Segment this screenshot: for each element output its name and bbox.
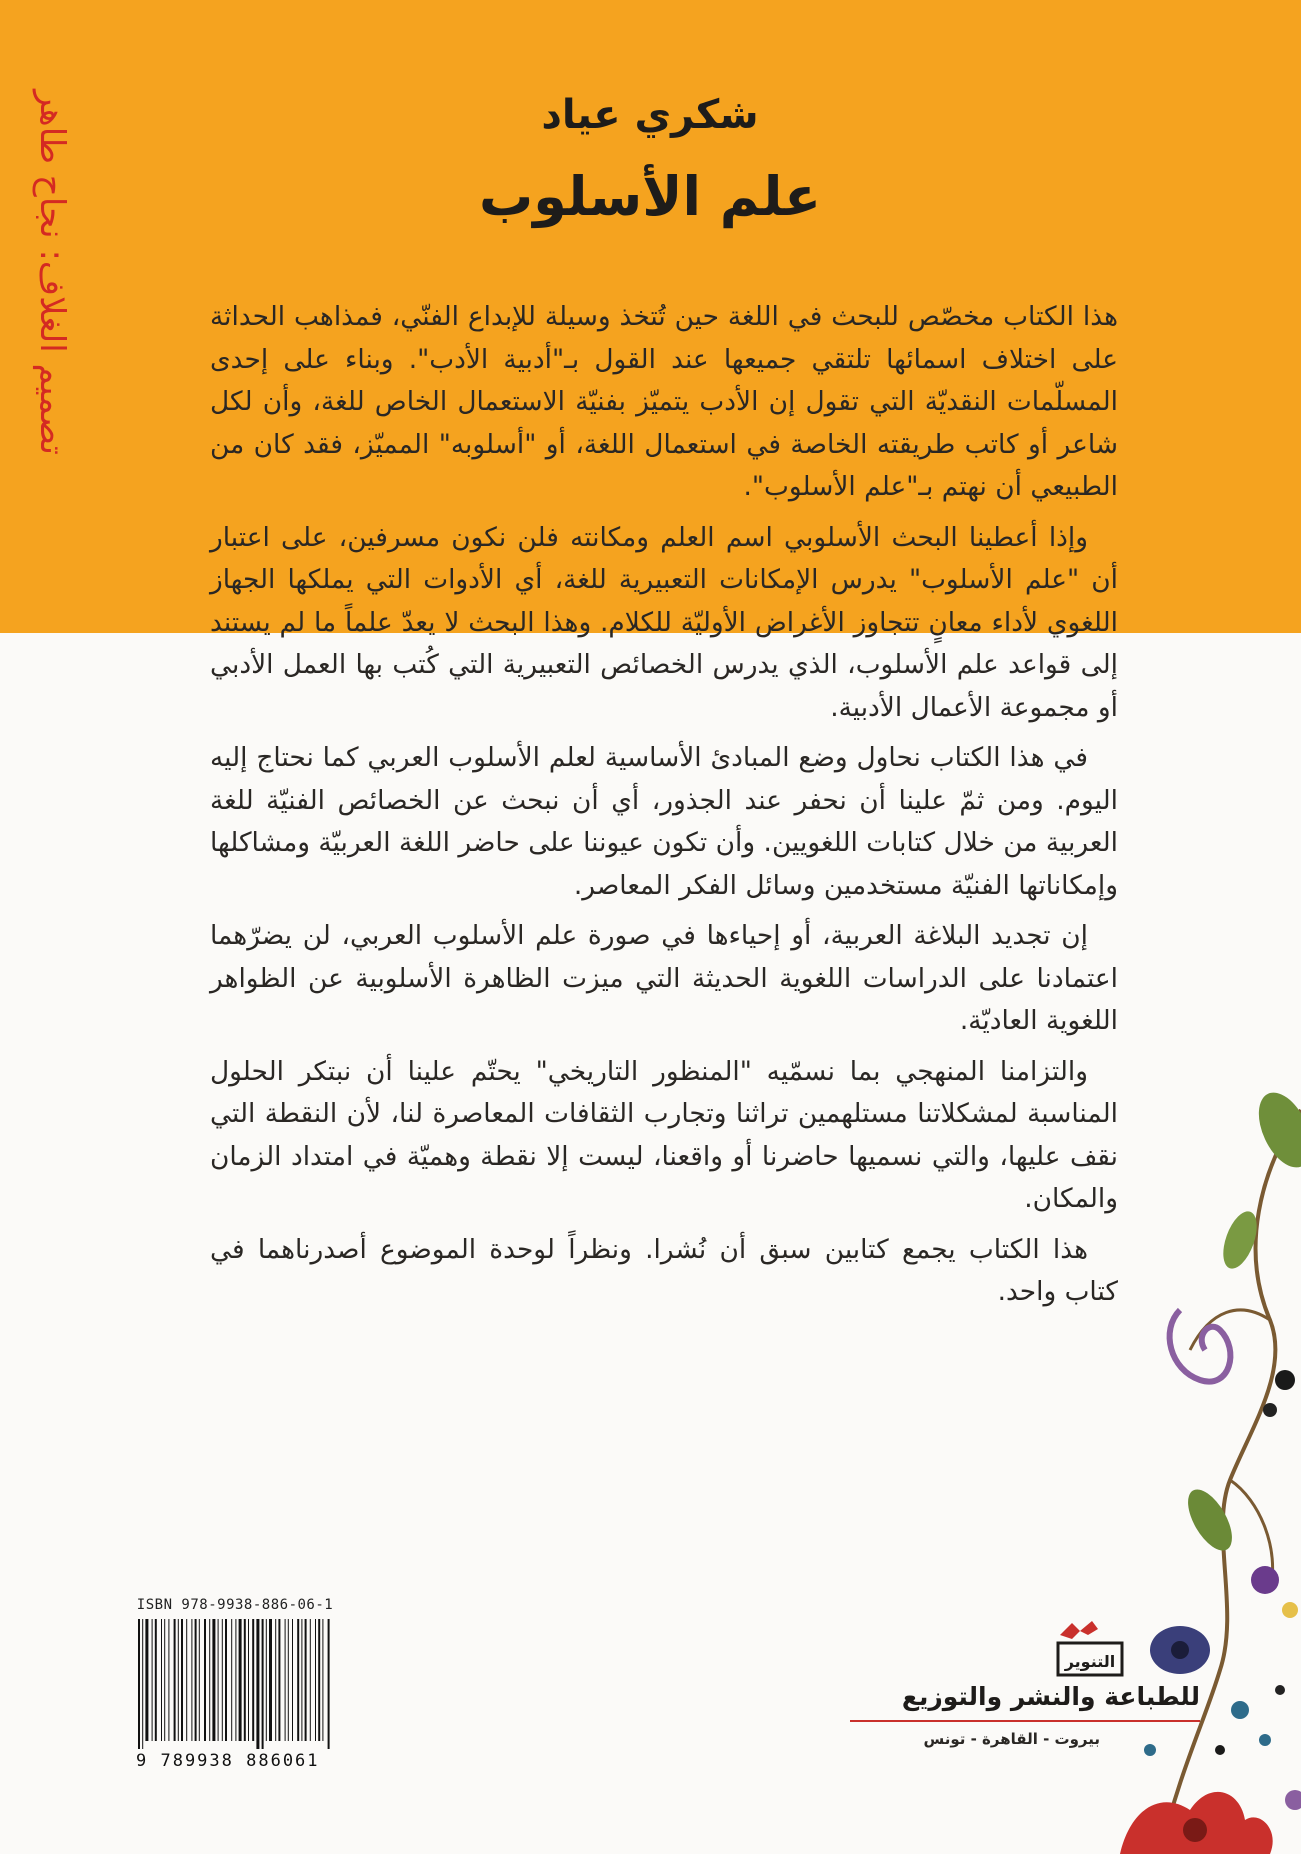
- barcode-bar: [181, 1619, 183, 1741]
- blurb-paragraph-3: في هذا الكتاب نحاول وضع المبادئ الأساسية لعلم الأسلوب العربي كما نحتاج إليه اليوم. ومن ثمّ علينا أن نحفر عند الجذور، أي أن نبحث عن الخصائص الفنيّة للغة العربية من خلال كتابات اللغويين. وأن تكون عيوننا على حاضر اللغة العربيّة ومشاكلها وإمكاناتها الفنيّة مستخدمين وسائل الفكر المعاصر.: [210, 742, 1118, 901]
- publisher-name: للطباعة والنشر والتوزيع: [901, 1682, 1200, 1711]
- barcode-bar: [235, 1619, 236, 1741]
- barcode-bar: [178, 1619, 179, 1741]
- barcode-bar: [248, 1619, 249, 1741]
- cover-design-credit: تصميم الغلاف: نجاح طاهر: [32, 90, 72, 455]
- barcode-bar: [285, 1619, 286, 1741]
- barcode-digits: 9 789938 886061: [136, 1751, 320, 1771]
- barcode-bar: [168, 1619, 169, 1741]
- publisher-logo-text: التنوير: [1064, 1652, 1116, 1671]
- barcode-bar: [209, 1619, 210, 1741]
- barcode-bar: [256, 1619, 259, 1749]
- barcode-bar: [204, 1619, 206, 1741]
- barcode-bar: [315, 1619, 316, 1741]
- barcode-bar: [301, 1619, 302, 1741]
- blurb-text: [210, 296, 1118, 1322]
- barcode-bar: [292, 1619, 293, 1741]
- barcode-bar: [239, 1619, 242, 1741]
- barcode-bar: [152, 1619, 153, 1741]
- barcode-bar: [222, 1619, 223, 1741]
- barcode-bar: [266, 1619, 267, 1741]
- publisher-logo: [1050, 1615, 1130, 1685]
- barcode-bar: [191, 1619, 192, 1741]
- barcode-bar: [231, 1619, 232, 1741]
- barcode-bar: [328, 1619, 330, 1749]
- barcode-bar: [275, 1619, 276, 1741]
- blurb-paragraph-1: هذا الكتاب مخصّص للبحث في اللغة حين تُتخذ وسيلة للإبداع الفنّي، فمذاهب الحداثة على اختلاف اسمائها تلتقي جميعها عند القول بـ"أدبية الأدب". وبناء على إحدى المسلّمات النقديّة التي تقول إن الأدب يتميّز بفنيّة الاستعمال الخاص للغة، وأن لكل شاعر أو كاتب طريقته الخاصة في استعمال اللغة، أو "أسلوبه" المميّز، فقد كان من الطبيعي أن نهتم بـ"علم الأسلوب".: [210, 301, 1118, 502]
- barcode-bar: [174, 1619, 176, 1741]
- barcode-bar: [145, 1619, 148, 1741]
- barcode-bar: [318, 1619, 320, 1741]
- isbn-label: ISBN 978-9938-886-06-1: [136, 1597, 334, 1613]
- isbn-barcode: [136, 1597, 334, 1771]
- barcode-bar: [199, 1619, 200, 1741]
- barcode-bar: [244, 1619, 246, 1741]
- blurb-paragraph-5: والتزامنا المنهجي بما نسمّيه "المنظور التاريخي" يحتّم علينا أن نبتكر الحلول المناسبة لمشكلاتنا مستلهمين تراثنا وتجارب الثقافات المعاصرة لنا، لأن النقطة التي نقف عليها، والتي نسميها حاضرنا أو واقعنا، ليست إلا نقطة وهميّة في امتداد الزمان والمكان.: [210, 1055, 1118, 1214]
- barcode-bar: [225, 1619, 227, 1741]
- barcode-bar: [322, 1619, 323, 1741]
- barcode-bar: [218, 1619, 219, 1741]
- barcode-bar: [278, 1619, 280, 1741]
- barcode-bar: [142, 1619, 143, 1749]
- barcode-bar: [155, 1619, 157, 1741]
- blurb-paragraph-4: إن تجديد البلاغة العربية، أو إحياءها في صورة علم الأسلوب العربي، لن يضرّهما اعتمادنا على الدراسات اللغوية الحديثة التي ميزت الظاهرة الأسلوبية عن الظواهر اللغوية العاديّة.: [210, 920, 1118, 1036]
- barcode-bar: [252, 1619, 254, 1741]
- barcode-bar: [186, 1619, 187, 1741]
- barcode-bar: [269, 1619, 272, 1741]
- barcode-bar: [161, 1619, 162, 1741]
- barcode-bar: [297, 1619, 299, 1741]
- barcode-bar: [164, 1619, 165, 1741]
- author-name: شكري عياد: [541, 92, 759, 138]
- blurb-paragraph-6: هذا الكتاب يجمع كتابين سبق أن نُشرا. ونظراً لوحدة الموضوع أصدرناهما في كتاب واحد.: [210, 1233, 1118, 1307]
- blurb-paragraph-2: وإذا أعطينا البحث الأسلوبي اسم العلم ومكانته فلن نكون مسرفين، على اعتبار أن "علم الأسلوب" يدرس الإمكانات التعبيرية للغة، أي الأدوات التي يملكها الجهاز اللغوي لأداء معانٍ تتجاوز الأغراض الأوليّة للكلام. وهذا البحث لا يعدّ علماً ما لم يستند إلى قواعد علم الأسلوب، الذي يدرس الخصائص التعبيرية التي كُتب بها العمل الأدبي أو مجموعة الأعمال الأدبية.: [210, 521, 1118, 723]
- barcode-bar: [195, 1619, 197, 1741]
- barcode-bar: [310, 1619, 311, 1741]
- barcode-bar: [288, 1619, 289, 1741]
- publisher-block: [830, 1615, 1210, 1755]
- publisher-divider: [850, 1720, 1200, 1722]
- barcode-bar: [138, 1619, 140, 1749]
- barcode-bar: [262, 1619, 264, 1749]
- barcode-bars: [136, 1619, 334, 1749]
- barcode-bar: [212, 1619, 215, 1741]
- barcode-bar: [305, 1619, 307, 1741]
- publisher-cities: بيروت - القاهرة - تونس: [923, 1730, 1100, 1748]
- book-title: علم الأسلوب: [478, 165, 822, 228]
